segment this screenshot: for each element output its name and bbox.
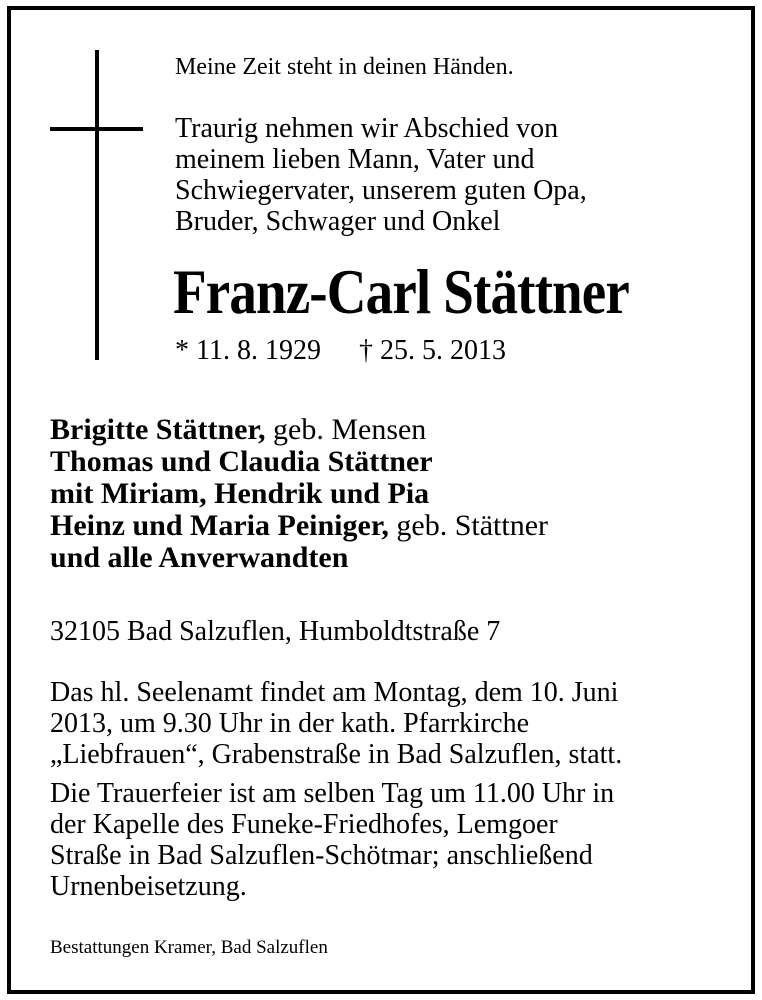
family-name: Thomas und Claudia Stättner [50, 445, 433, 478]
cross-icon-bar [50, 127, 143, 131]
ceremony-paragraph [50, 778, 614, 902]
ceremony-line: der Kapelle des Funeke-Friedhofes, Lemgoer [50, 809, 558, 840]
service-line: Das hl. Seelenamt findet am Montag, dem 10. Juni [50, 677, 619, 708]
life-dates [175, 334, 506, 368]
intro-line: Bruder, Schwager und Onkel [175, 206, 501, 237]
intro-line: meinem lieben Mann, Vater und [175, 144, 535, 175]
family-line [50, 542, 548, 574]
service-line: 2013, um 9.30 Uhr in der kath. Pfarrkirche [50, 708, 529, 739]
intro-text [175, 113, 587, 237]
family-line [50, 414, 548, 446]
death-date: † 25. 5. 2013 [358, 335, 506, 366]
family-name: mit Miriam, Hendrik und Pia [50, 477, 430, 510]
undertaker-credit: Bestattungen Kramer, Bad Salzuflen [50, 937, 328, 958]
birth-date: * 11. 8. 1929 [175, 335, 321, 366]
family-name: Heinz und Maria Peiniger, [50, 509, 389, 542]
family-note: geb. Stättner [388, 509, 549, 542]
service-line: „Liebfrauen“, Grabenstraße in Bad Salzuflen, statt. [50, 739, 623, 770]
family-line [50, 478, 548, 510]
ceremony-line: Urnenbeisetzung. [50, 871, 247, 902]
family-name: Brigitte Stättner, [50, 413, 266, 446]
ceremony-line: Die Trauerfeier ist am selben Tag um 11.00 Uhr in [50, 778, 615, 809]
family-address: 32105 Bad Salzuflen, Humboldtstraße 7 [50, 616, 501, 647]
family-name: und alle Anverwandten [50, 541, 349, 574]
family-line [50, 446, 548, 478]
motto-line: Meine Zeit steht in deinen Händen. [175, 54, 514, 80]
intro-line: Schwiegervater, unserem guten Opa, [175, 175, 587, 206]
intro-line: Traurig nehmen wir Abschied von [175, 113, 559, 144]
cross-icon [95, 50, 99, 360]
ceremony-line: Straße in Bad Salzuflen-Schötmar; anschließend [50, 840, 593, 871]
family-note: geb. Mensen [265, 413, 427, 446]
deceased-name: Franz-Carl Stättner [173, 256, 629, 327]
family-line [50, 510, 548, 542]
family-list [50, 414, 548, 574]
service-paragraph [50, 677, 622, 770]
